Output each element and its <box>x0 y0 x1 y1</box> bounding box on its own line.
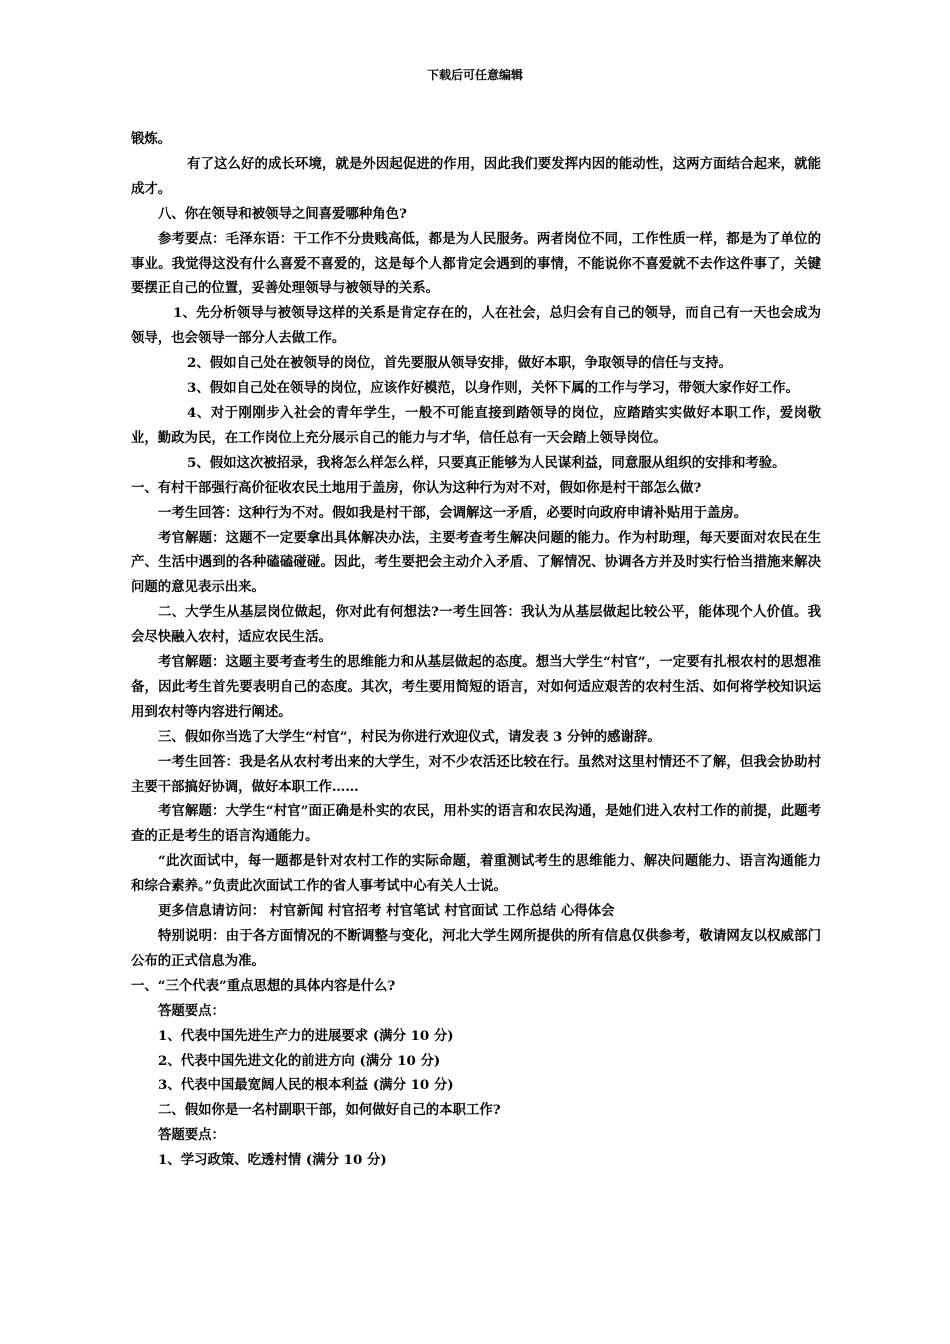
paragraph: 2、代表中国先进文化的前进方向 (满分 10 分) <box>158 1052 441 1069</box>
paragraph: 4、对于刚刚步入社会的青年学生，一般不可能直接到踏领导的岗位，应踏踏实实做好本职工作，爱岗敬业，勤政为民，在工作岗位上充分展示自己的能力与才华，信任总有一天会踏上领导岗位。 <box>131 404 821 446</box>
paragraph: 1、学习政策、吃透村情 (满分 10 分) <box>158 1152 387 1169</box>
paragraph: 1、代表中国先进生产力的进展要求 (满分 10 分) <box>158 1027 454 1044</box>
paragraph: 答题要点： <box>158 1002 225 1019</box>
paragraph: 一考生回答：我是名从农村考出来的大学生，对不少农活还比较在行。虽然对这里村情还不了解，但我会协助村主要干部搞好协调，做好本职工作…… <box>131 753 821 795</box>
paragraph: 3、假如自己处在领导的岗位，应该作好模范，以身作则，关怀下属的工作与学习，带领大家作好工作。 <box>187 380 799 397</box>
paragraph: 一、有村干部强行高价征收农民土地用于盖房，你认为这种行为对不对，假如你是村干部怎么做? <box>131 479 702 496</box>
paragraph: 一考生回答：这种行为不对。假如我是村干部，会调解这一矛盾，必要时向政府申请补贴用于盖房。 <box>158 504 748 521</box>
paragraph: 考官解题：这题不一定要拿出具体解决办法，主要考查考生解决问题的能力。作为村助理，每天要面对农民在生产、生活中遇到的各种磕磕碰碰。因此，考生要把会主动介入矛盾、了解情况、协调各方并及时实行恰当措施来解决问题的意见表示出来。 <box>131 529 821 596</box>
paragraph: 更多信息请访问： 村官新闻 村官招考 村官笔试 村官面试 工作总结 心得体会 <box>158 903 615 920</box>
paragraph: 一、“三个代表”重点思想的具体内容是什么? <box>131 977 396 994</box>
paragraph: 参考要点：毛泽东语：干工作不分贵贱高低，都是为人民服务。两者岗位不同，工作性质一样，都是为了单位的事业。我觉得这没有什么喜爱不喜爱的，这是每个人都肯定会遇到的事情，不能说你不喜爱就不去作这件事了，关键要摆正自己的位置，妥善处理领导与被领导的关系。 <box>131 230 821 297</box>
paragraph: 5、假如这次被招录，我将怎么样怎么样，只要真正能够为人民谋利益，同意服从组织的安排和考验。 <box>187 454 786 471</box>
paragraph: 1、先分析领导与被领导这样的关系是肯定存在的，人在社会，总归会有自己的领导，而自己有一天也会成为领导，也会领导一部分人去做工作。 <box>131 305 821 347</box>
paragraph: 二、大学生从基层岗位做起，你对此有何想法?一考生回答：我认为从基层做起比较公平，能体现个人价值。我会尽快融入农村，适应农民生活。 <box>131 604 821 646</box>
paragraph: 特别说明：由于各方面情况的不断调整与变化，河北大学生网所提供的所有信息仅供参考，敬请网友以权威部门公布的正式信息为准。 <box>131 928 821 969</box>
paragraph: “此次面试中，每一题都是针对农村工作的实际命题，着重测试考生的思维能力、解决问题能力、语言沟通能力和综合素养。”负责此次面试工作的省人事考试中心有关人士说。 <box>131 853 821 895</box>
paragraph: 2、假如自己处在被领导的岗位，首先要服从领导安排，做好本职，争取领导的信任与支持。 <box>187 355 732 372</box>
paragraph: 有了这么好的成长环境，就是外因起促进的作用，因此我们要发挥内因的能动性，这两方面结合起来，就能成才。 <box>131 155 821 197</box>
paragraph: 考官解题：这题主要考查考生的思维能力和从基层做起的态度。想当大学生“村官”，一定要有扎根农村的思想准备，因此考生首先要表明自己的态度。其次，考生要用简短的语言，对如何适应艰苦的农村生活、如何将学校知识运用到农村等内容进行阐述。 <box>131 654 821 720</box>
paragraph: 三、假如你当选了大学生“村官”，村民为你进行欢迎仪式，请发表 3 分钟的感谢辞。 <box>158 728 661 745</box>
paragraph: 二、假如你是一名村副职干部，如何做好自己的本职工作? <box>158 1102 501 1119</box>
paragraph: 锻炼。 <box>131 131 172 147</box>
paragraph: 答题要点： <box>158 1127 225 1144</box>
page-header: 下载后可任意编辑 <box>426 68 523 82</box>
paragraph: 八、你在领导和被领导之间喜爱哪种角色? <box>158 205 407 222</box>
paragraph: 考官解题：大学生“村官”面正确是朴实的农民，用朴实的语言和农民沟通，是她们进入农村工作的前提，此题考查的正是考生的语言沟通能力。 <box>131 803 821 845</box>
document-body <box>131 127 821 1173</box>
paragraph: 3、代表中国最宽阔人民的根本利益 (满分 10 分) <box>158 1077 454 1094</box>
